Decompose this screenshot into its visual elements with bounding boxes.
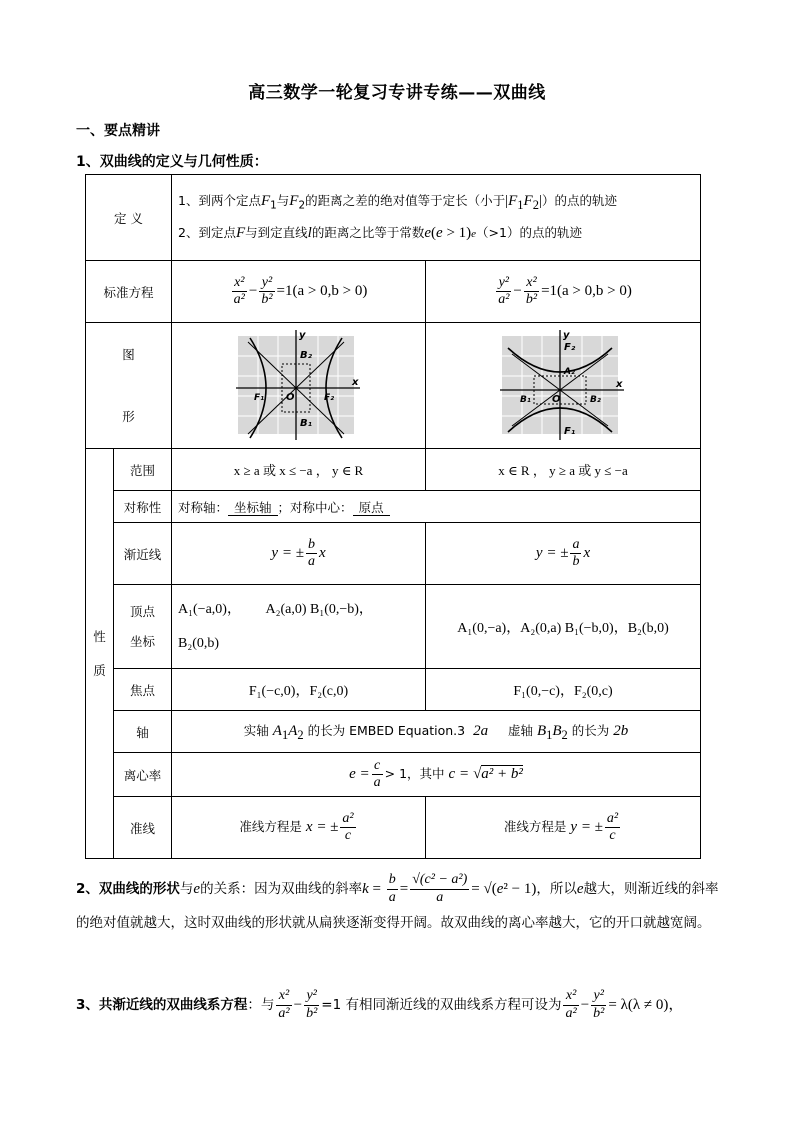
vertices-left: A₁(−a,0)， A₂(a,0) B₁(0,−b)， B₂(0,b)	[172, 585, 426, 669]
foci-right: F₁(0,−c)，F₂(0,c)	[426, 669, 701, 711]
svg-text:B₁: B₁	[520, 395, 531, 405]
definition-1: 1、到两个定点$F_1$与$F_2$的距离之差的绝对值等于定长（小于$|F_1F_2|$）的点的轨迹	[178, 192, 617, 212]
svg-text:x: x	[351, 377, 358, 388]
directrix-row	[86, 797, 701, 859]
vertices-label: 顶点 坐标	[114, 585, 172, 669]
svg-text:B₁: B₁	[299, 418, 312, 429]
svg-text:O: O	[285, 392, 295, 403]
standard-equation-label: 标准方程	[86, 261, 172, 323]
symmetry-cell: 对称轴： 坐标轴 ；对称中心： 原点	[172, 491, 701, 523]
asymptote-row	[86, 523, 701, 585]
axis-cell: 实轴 $A_1A_2$ 的长为 EMBED Equation.3 2a 虚轴 $B_1B_2$ 的长为 2b	[172, 711, 701, 753]
axis-row	[86, 711, 701, 753]
axis-label: 轴	[114, 711, 172, 753]
svg-text:F₁: F₁	[564, 426, 576, 437]
svg-text:y: y	[563, 330, 570, 341]
range-right: x ∈ R ， y ≥ a 或 y ≤ −a	[426, 449, 701, 491]
svg-text:B₂: B₂	[299, 350, 312, 361]
standard-equation-left: $\frac{\text{x²}}{\text{a²}}$ − $\frac{\text{y²}}{\text{b²}}$ =1(a > 0,b > 0)	[172, 261, 426, 323]
directrix-left: 准线方程是 x = ± $\frac{\text{a²}}{c}$	[172, 797, 426, 859]
svg-text:F₂: F₂	[323, 393, 334, 403]
figure-horizontal-hyperbola	[172, 323, 426, 449]
symmetry-axis: 坐标轴	[228, 500, 278, 516]
definition-label: 定 义	[86, 175, 172, 261]
eccentricity-label: 离心率	[114, 753, 172, 797]
horizontal-hyperbola-graph	[234, 328, 364, 440]
paragraph-shape-eccentricity: 2、双曲线的形状与e的关系：因为双曲线的斜率k = $\frac{b}{a}$ = $\frac{\text{√(c² − a²)}}{a}$ = √(e² − 1)，所以e越大，则渐近线的斜率的绝对值就越大，这时双曲线的形状就从扁狭逐渐变得开阔。故双曲线的离心率越大，它的开口就越宽阔。	[76, 872, 719, 931]
page-title: 高三数学一轮复习专讲专练——双曲线	[248, 83, 546, 103]
vertices-row	[86, 585, 701, 669]
subsection-heading: 1、双曲线的定义与几何性质：	[76, 154, 268, 170]
standard-equation-right: $\frac{\text{y²}}{\text{a²}}$ − $\frac{\text{x²}}{\text{b²}}$ =1(a > 0,b > 0)	[426, 261, 701, 323]
definition-2: 2、到定点F与到定直线l的距离之比等于常数e(e > 1)e（>1）的点的轨迹	[178, 225, 582, 242]
foci-row	[86, 669, 701, 711]
asymptote-label: 渐近线	[114, 523, 172, 585]
directrix-right: 准线方程是 y = ± $\frac{\text{a²}}{c}$	[426, 797, 701, 859]
vertices-right: A₁(0,−a)，A₂(0,a) B₁(−b,0)，B₂(b,0)	[426, 585, 701, 669]
svg-text:A₂: A₂	[564, 367, 575, 377]
symmetry-label: 对称性	[114, 491, 172, 523]
properties-label: 性 质	[86, 449, 114, 859]
figure-row	[86, 323, 701, 449]
vertical-hyperbola-graph	[498, 328, 628, 440]
range-row	[86, 449, 701, 491]
svg-text:B₂: B₂	[590, 395, 601, 405]
paragraph-common-asymptote: 3、共渐近线的双曲线系方程：与 $\frac{\text{x²}}{\text{a²}}$ − $\frac{\text{y²}}{\text{b²}}$ =1 有相同渐近线的双曲线系方程可设为 $\frac{\text{x²}}{\text{a²}}$ − $\frac{\text{y²}}{\text{b²}}$ = λ(λ ≠ 0)，	[76, 988, 684, 1021]
symmetry-center: 原点	[353, 500, 390, 516]
svg-text:F₁: F₁	[253, 393, 264, 403]
range-label: 范围	[114, 449, 172, 491]
foci-label: 焦点	[114, 669, 172, 711]
asymptote-right: y = ± $\frac{a}{b}$ x	[426, 523, 701, 585]
hyperbola-properties-table	[85, 174, 701, 859]
symmetry-row	[86, 491, 701, 523]
svg-text:F₂: F₂	[564, 342, 576, 353]
svg-text:O: O	[552, 394, 561, 405]
figure-label: 图 形	[86, 323, 172, 449]
svg-text:y: y	[298, 330, 306, 341]
definition-row	[86, 175, 701, 261]
foci-left: F₁(−c,0)，F₂(c,0)	[172, 669, 426, 711]
figure-vertical-hyperbola	[426, 323, 701, 449]
section-heading: 一、要点精讲	[76, 123, 160, 139]
svg-text:x: x	[616, 379, 623, 390]
eccentricity-cell: e = $\frac{c}{a}$ > 1，其中 c = √a² + b²	[172, 753, 701, 797]
range-left: x ≥ a 或 x ≤ −a ， y ∈ R	[172, 449, 426, 491]
definition-cell	[172, 175, 701, 261]
asymptote-left: y = ± $\frac{b}{a}$ x	[172, 523, 426, 585]
standard-equation-row	[86, 261, 701, 323]
directrix-label: 准线	[114, 797, 172, 859]
eccentricity-row	[86, 753, 701, 797]
